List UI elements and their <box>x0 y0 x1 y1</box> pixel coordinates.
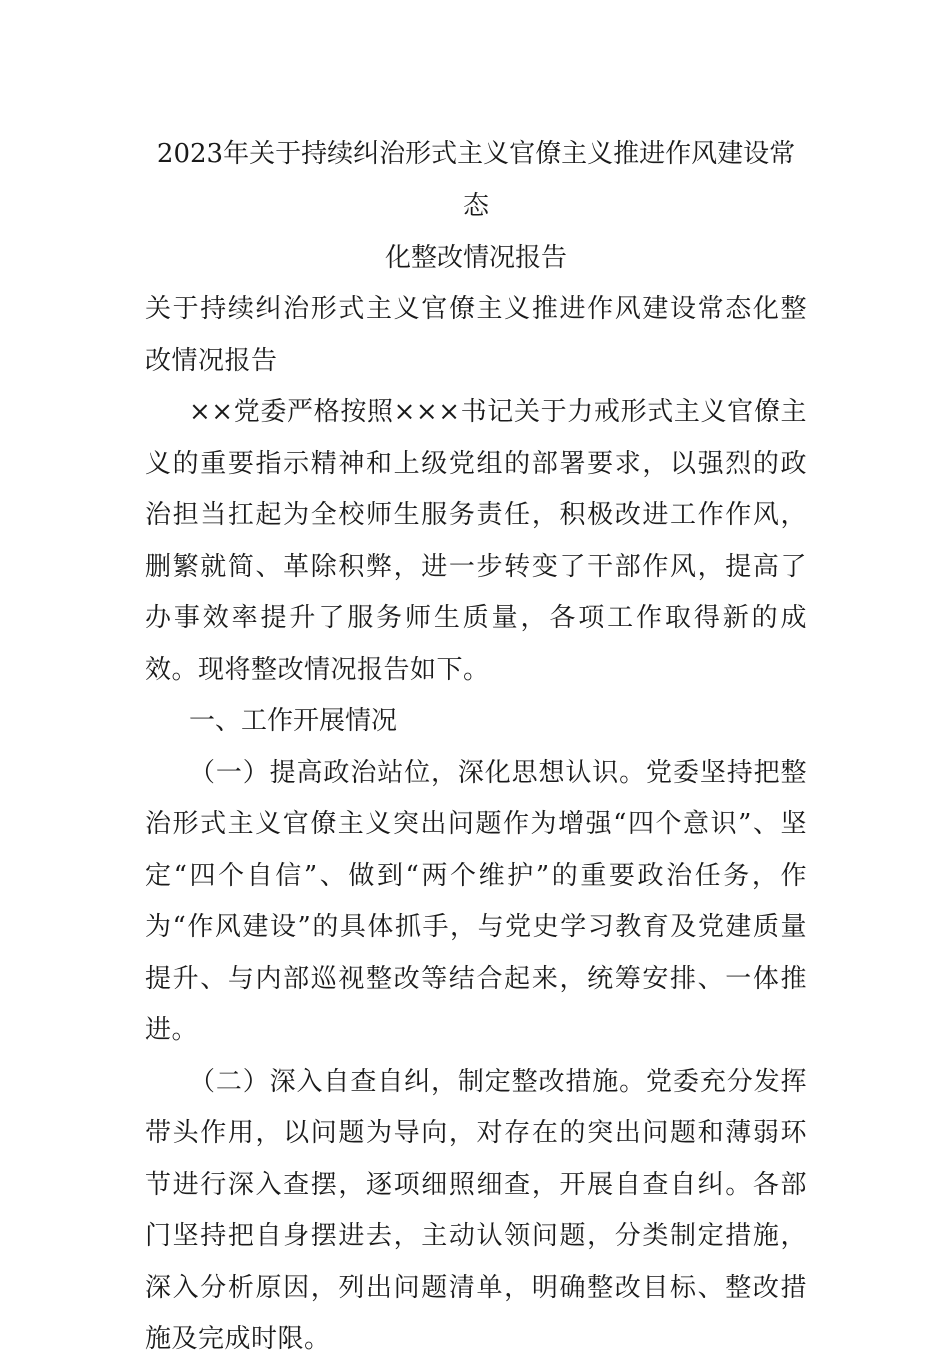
document-title <box>145 128 807 284</box>
document-subtitle: 关于持续纠治形式主义官僚主义推进作风建设常态化整改情况报告 <box>145 294 807 376</box>
title-line-1: 2023年关于持续纠治形式主义官僚主义推进作风建设常态 <box>156 139 796 221</box>
section-heading: 一、工作开展情况 <box>189 706 398 736</box>
title-line-2: 化整改情况报告 <box>384 243 567 273</box>
item-2-paragraph: （二）深入自查自纠，制定整改措施。党委充分发挥带头作用，以问题为导向，对存在的突出问题和薄弱环节进行深入查摆，逐项细照细查，开展自查自纠。各部门坚持把自身摆进去，主动认领问题，分类制定措施，深入分析原因，列出问题清单，明确整改目标、整改措施及完成时限。 <box>145 1066 807 1354</box>
document-page <box>145 128 807 1366</box>
intro-paragraph: ××党委严格按照×××书记关于力戒形式主义官僚主义的重要指示精神和上级党组的部署要求，以强烈的政治担当扛起为全校师生服务责任，积极改进工作作风，删繁就简、革除积弊，进一步转变了干部作风，提高了办事效率提升了服务师生质量，各项工作取得新的成效。现将整改情况报告如下。 <box>145 397 807 685</box>
item-1-paragraph: （一）提高政治站位，深化思想认识。党委坚持把整治形式主义官僚主义突出问题作为增强“四个意识”、坚定“四个自信”、做到“两个维护”的重要政治任务，作为“作风建设”的具体抓手，与党史学习教育及党建质量提升、与内部巡视整改等结合起来，统筹安排、一体推进。 <box>145 757 807 1045</box>
